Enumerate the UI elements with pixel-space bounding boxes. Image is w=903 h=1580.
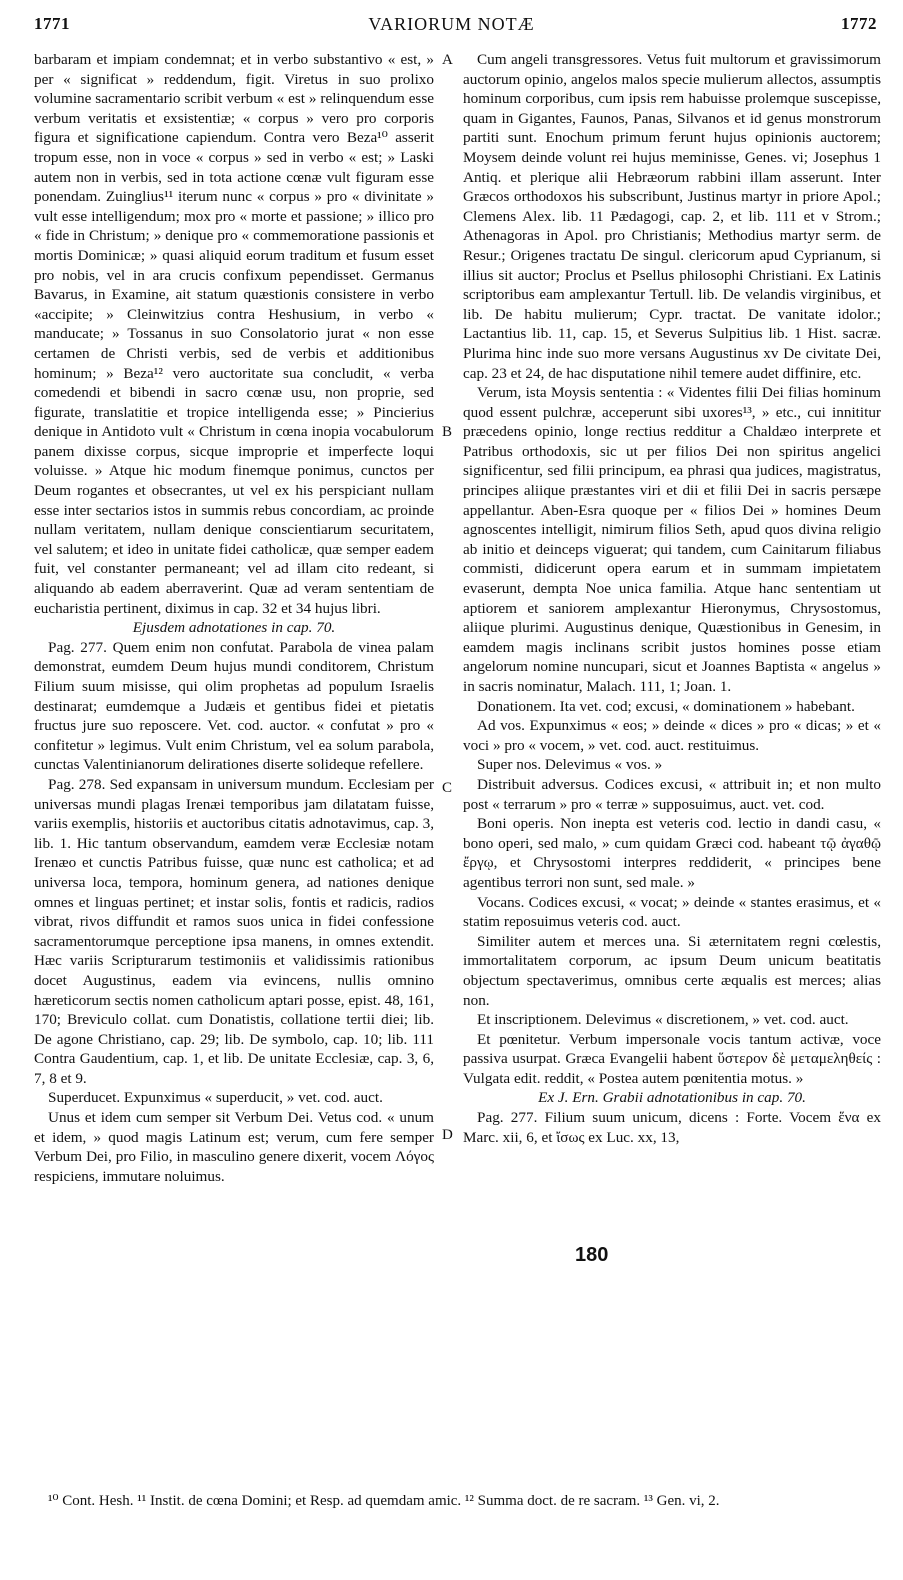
margin-marker-b: B: [442, 424, 453, 440]
page-number-right: 1772: [841, 14, 877, 33]
paragraph: Pag. 277. Quem enim non confutat. Parabola de vinea palam demonstrat, eumdem Deum hujus mundi conditorem, Christum Filium suum misisse, qui olim prophetas ad populum Israelis destinarat; eumdemque a Judæis et gentibus fidei et pietatis fructus jure suo reposcere. Vet. cod. auctor. « confutat » pro « confitetur » legimus. Vult enim Christum, vel ea solum parabola, cunctas Valentinianorum delirationes diserte solideque refellere.: [34, 638, 434, 774]
left-column: [34, 50, 434, 1186]
running-title: VARIORUM NOTÆ: [368, 14, 535, 34]
folio-number: 180: [575, 1244, 609, 1266]
running-header: [0, 0, 903, 40]
paragraph: Ad vos. Expunximus « eos; » deinde « dices » pro « dicas; » et « voci » pro « vocem, » vet. cod. auct. restituimus.: [463, 717, 881, 754]
paragraph: Pag. 278. Sed expansam in universum mundum. Ecclesiam per universas mundi plagas Irenæi temporibus jam dilatatam fuisse, variis exemplis, historiis et auctoribus citatis adnotavimus, cap. 3, lib. 1. Hic tantum observandum, eamdem veræ Ecclesiæ notam Irenæo et cunctis Patribus fuisse, quæ nunc est catholica; et ad universa loca, tempora, hominum genera, ad nationes denique omnes et linguas pertinet; et instar solis, fontis et radicis, radios vibrat, rivos diffundit et ramos suos unica in fidei confessione sacramentorumque perceptione ipsa manens, in omnes extendit. Hæc variis Scripturarum testimoniis et validissimis rationibus docet Augustinus, eadem via evincens, nullis omnino hæreticorum sectis nomen catholicum aptari posse, epist. 48, 161, 170; Breviculo collat. cum Donatistis, collatione tertii diei; lib. De agone Christiano, cap. 29; lib. De symbolo, cap. 10; lib. 111 Contra Gaudentium, cap. 1, et lib. De unitate Ecclesiæ, cap. 3, 6, 7, 8 et 9.: [34, 775, 434, 1087]
paragraph: Donationem. Ita vet. cod; excusi, « dominationem » habebant.: [477, 697, 855, 715]
paragraph: Distribuit adversus. Codices excusi, « attribuit in; et non multo post « terrarum » pro « terræ » supposuimus, auct. vet. cod.: [463, 775, 881, 813]
paragraph: Verum, ista Moysis sententia : « Videntes filii Dei filias hominum quod essent pulchræ, acceperunt sibi uxores¹³, » etc., cui innititur præcedens opinio, longe rectius redditur a Chaldæo interprete et Patribus orthodoxis, sic ut per filios Dei non spiritus angelici significentur, sed filii principum, ea phrasi qua judices, magistratus, principes aliique præstantes viri et dii et filii Dei in sacris persæpe appellantur. Aben-Esra quoque per « filios Dei » homines Deum agnoscentes intelligit, nimirum filios Seth, apud quos divina religio ab initio et deinceps viguerat; qui tandem, cum Cainitarum filiabus commisti, didicerunt opera earum et in summam impietatem evaserunt, dempta Noe unica familia. Atque hanc sententiam ut aptiorem et saniorem amplexantur Hieronymus, Chrysostomus, aliique plurimi. Augustinus denique, Quæstionibus in Genesim, in eamdem magis inclinans scribit justos homines posse etiam angelorum nomine nuncupari, sicut et Joannes Baptista « angelus » in sacris nominatur, Malach. 111, 1; Joan. 1.: [463, 384, 881, 695]
margin-marker-c: C: [442, 780, 453, 796]
paragraph: Vocans. Codices excusi, « vocat; » deinde « stantes erasimus, et « statim reposuimus veteris cod. auct.: [463, 893, 881, 931]
page-number-left: 1771: [34, 14, 70, 33]
section-heading: Ex J. Ern. Grabii adnotationibus in cap. 70.: [538, 1089, 806, 1107]
paragraph: barbaram et impiam condemnat; et in verbo substantivo « est, » per « significat » reddendum, figit. Viretus in suo prolixo volumine sacramentario scribit verbum « est » relinquendum esse verbum veritatis et exsistentiæ; « corpus » vero pro corporis figura et significatione capiendum. Contra vero Beza¹⁰ asserit tropum esse, non in voce « corpus » sed in verbo « est; » Laski autem non in verbis, sed in tota actione cœnæ vult figuram esse ponendam. Zuinglius¹¹ iterum nunc « corpus » pro « divinitate » vult esse intelligendum; mox pro « morte et passione; » illico pro « fide in Christum; » denique pro « commemoratione passionis et mortis Dominicæ; » quasi aliquid eorum traditum et fusum esset pro nobis, vel in ara crucis confixum pependisset. Germanus Bavarus, in Examine, ait statum quæstionis consistere in verbo «accipite; » Cleinwitzius contra Heshusium, in verbo « manducate; » Tossanus in suo Consolatorio jurat « non esse certamen de Christi verbis, sed de verbis et additionibus hominum; » Beza¹² vero auctoritate sua concludit, « verba comedendi et bibendi in sacro cœnæ usu, non proprie, sed figurate, translatitie et tropice intelligenda esse; » Pincierius denique in Antidoto vult « Christum in cœna inopia vocabulorum panem dixisse corpus, sicque improprie et imperfecte loqui voluisse. » Atque hic modum finemque ponimus, cunctos per Deum rogantes et obsecrantes, ut vel ex his perspiciant nullam esse inter sectarios istos in summis rebus concordiam, ac proinde nullam veritatem, nullam denique conscientiarum securitatem, vel salutem; et ideo in unitate fidei catholicæ, quæ semper eadem fuit, vel constanter permaneant; vel ad illam cito redeant, si aliquando ab eadem aberraverint. Quæ ad veram sententiam de eucharistia pertinent, diximus in cap. 32 et 34 hujus libri.: [34, 51, 434, 617]
paragraph: Similiter autem et merces una. Si æternitatem regni cœlestis, immortalitatem corporum, ac ipsum Deum unicum beatitatis objectum spectaverimus, omnibus certe æqualis est merces; alias non.: [463, 932, 881, 1009]
margin-marker-d: D: [442, 1127, 453, 1143]
paragraph: Boni operis. Non inepta est veteris cod. lectio in dandi casu, « bono operi, sed malo, » cum quidam Græci cod. habeant τῷ ἀγαθῷ ἔργῳ, et Chrysostomi interpres reddiderit, « principes bene agentibus terrori non sunt, sed male. »: [463, 815, 881, 891]
paragraph: Et inscriptionem. Delevimus « discretionem, » vet. cod. auct.: [477, 1011, 849, 1029]
footnotes: [34, 1492, 879, 1511]
paragraph: Unus et idem cum semper sit Verbum Dei. Vetus cod. « unum et idem, » quod magis Latinum est; verum, cum fere semper Verbum Dei, pro Filio, in masculino genere dixerit, vocem Λόγος respiciens, immutare noluimus.: [34, 1109, 434, 1185]
margin-marker-a: A: [442, 52, 453, 68]
paragraph: Superducet. Expunximus « superducit, » vet. cod. auct.: [48, 1089, 383, 1107]
paragraph: Et pœnitetur. Verbum impersonale vocis tantum activæ, voce passiva usurpat. Græca Evangelii habent ὕστερον δὲ μεταμεληθείς : Vulgata edit. reddit, « Postea autem pœnitentia motus. »: [463, 1030, 881, 1087]
section-heading: Ejusdem adnotationes in cap. 70.: [132, 619, 336, 637]
paragraph: Super nos. Delevimus « vos. »: [477, 756, 663, 774]
right-column: [463, 50, 881, 1147]
paragraph: Pag. 277. Filium suum unicum, dicens : Forte. Vocem ἕνα ex Marc. xii, 6, et ἴσως ex Luc. xx, 13,: [463, 1109, 881, 1146]
paragraph: Cum angeli transgressores. Vetus fuit multorum et gravissimorum auctorum opinio, angelos malos specie mulierum allectos, assumptis hominum corporibus, cum ipsis rem habuisse prolemque suscepisse, quam in Gigantes, Faunos, Panas, Silvanos et id genus monstrorum partiti sunt. Enochum primum ferunt hujus opinionis auctorem; Moysem deinde volunt rei hujus meminisse, Genes. vi; Josephus 1 Antiq. et plerique alii Hebræorum rabbini illam asserunt. Inter Græcos orthodoxos his subscribunt, Justinus martyr in priore Apol.; Clemens Alex. lib. 11 Pædagogi, cap. 2, et lib. 111 et v Strom.; Athenagoras in Apol. pro Christianis; Methodius martyr serm. de Resur.; Origenes tractatu De singul. clericorum apud Cyprianum, si illius sit auctor; Proclus et Psellus philosophi Christiani. Ex Latinis scriptoribus eam amplexantur Tertull. lib. De velandis virginibus, et lib. De habitu mulierum; Cypr. tractat. De vanitate idolor.; Lactantius lib. 11, cap. 15, et Severus Sulpitius lib. 1 Hist. sacræ. Plurima hinc inde suo more versans Augustinus xv De civitate Dei, cap. 23 et 24, de hac disputatione nihil temere audet diffinire, etc.: [463, 51, 881, 382]
footnote-line: ¹⁰ Cont. Hesh. ¹¹ Instit. de cœna Domini; et Resp. ad quemdam amic. ¹² Summa doct. de re sacram. ¹³ Gen. vi, 2.: [48, 1493, 720, 1509]
